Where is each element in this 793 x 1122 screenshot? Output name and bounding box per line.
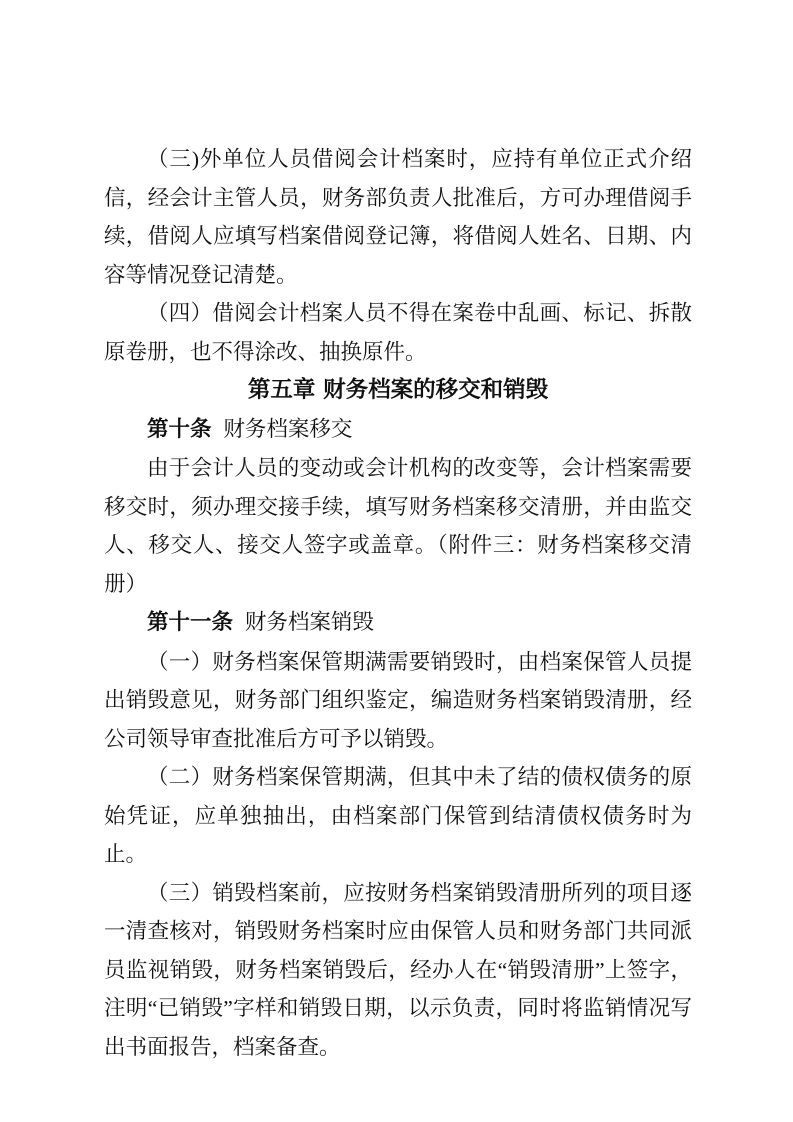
document-text-block bbox=[104, 140, 692, 1066]
article-10-label: 第十条 bbox=[147, 416, 212, 442]
paragraph-item-2-unsettled-vouchers: （二）财务档案保管期满，但其中未了结的债权债务的原始凭证，应单独抽出，由档案部门保管到结清债权债务时为止。 bbox=[104, 765, 692, 866]
article-10-title: 财务档案移交 bbox=[223, 416, 353, 441]
paragraph-item-1-destroy-approval: （一）财务档案保管期满需要销毁时，由档案保管人员提出销毁意见，财务部门组织鉴定，编造财务档案销毁清册，经公司领导审查批准后方可予以销毁。 bbox=[104, 649, 692, 751]
article-11-title: 财务档案销毁 bbox=[244, 610, 374, 634]
paragraph-item-4-no-marking: （四）借阅会计档案人员不得在案卷中乱画、标记、拆散原卷册，也不得涂改、抽换原件。 bbox=[104, 301, 692, 364]
article-10-heading bbox=[104, 410, 692, 450]
paragraph-item-3-borrow-external: （三)外单位人员借阅会计档案时，应持有单位正式介绍信，经会计主管人员，财务部负责人批准后，方可办理借阅手续，借阅人应填写档案借阅登记簿，将借阅人姓名、日期、内容等情况登记清楚。 bbox=[104, 147, 692, 287]
paragraph-archive-transfer: 由于会计人员的变动或会计机构的改变等，会计档案需要移交时，须办理交接手续，填写财务档案移交清册，并由监交人、移交人、接交人签字或盖章。（附件三：财务档案移交清册） bbox=[104, 456, 692, 596]
chapter-5-heading: 第五章 财务档案的移交和销毁 bbox=[247, 377, 549, 403]
article-11-label: 第十一条 bbox=[147, 610, 234, 635]
article-11-heading bbox=[104, 603, 692, 643]
paragraph-item-3-destroy-procedure: （三）销毁档案前，应按财务档案销毁清册所列的项目逐一清查核对，销毁财务档案时应由保管人员和财务部门共同派员监视销毁，财务档案销毁后，经办人在“销毁清册”上签字，注明“已销毁”字样和销毁日期，以示负责，同时将监销情况写出书面报告，档案备查。 bbox=[104, 880, 692, 1059]
